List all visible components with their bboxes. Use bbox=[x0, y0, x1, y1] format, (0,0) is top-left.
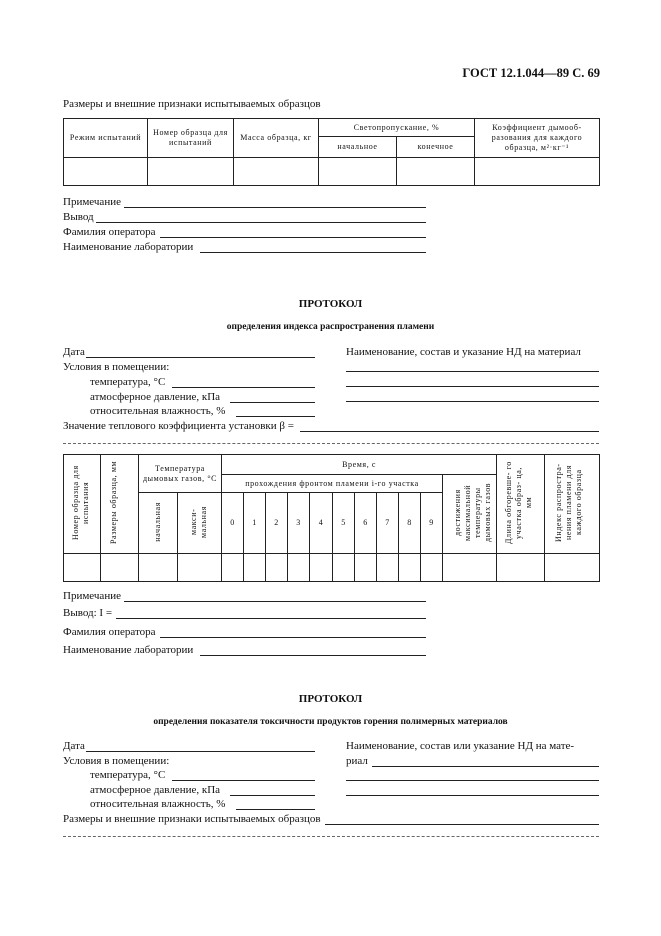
conclusion-field[interactable] bbox=[96, 222, 426, 223]
table-cell bbox=[64, 554, 101, 582]
separator-line bbox=[63, 443, 599, 444]
lab-label-2: Наименование лаборатории bbox=[63, 644, 194, 656]
sizes-label-3: Размеры и внешние признаки испытываемых образцов bbox=[63, 813, 321, 825]
table-cell bbox=[148, 158, 234, 186]
col-mode: Режим испытаний bbox=[64, 119, 148, 158]
table-cell bbox=[397, 158, 475, 186]
smoke-table bbox=[63, 118, 600, 186]
protocol-title: ПРОТОКОЛ bbox=[298, 298, 363, 310]
material-field-2[interactable] bbox=[346, 386, 599, 387]
temp-field[interactable] bbox=[172, 387, 315, 388]
col-final: конечное bbox=[397, 137, 475, 158]
table-cell bbox=[319, 158, 397, 186]
date-label-3: Дата bbox=[63, 740, 85, 752]
col-digit: 7 bbox=[377, 493, 399, 554]
col-sample: Номер образца для испытаний bbox=[148, 119, 234, 158]
col-length-label: Длина обгоревше- го участка образ- ца, мм bbox=[503, 461, 533, 544]
table-cell bbox=[545, 554, 600, 582]
table-cell bbox=[178, 554, 222, 582]
col-digit: 4 bbox=[310, 493, 333, 554]
table-cell bbox=[497, 554, 545, 582]
conclusion-field-2[interactable] bbox=[116, 618, 426, 619]
protocol-subtitle: определения индекса распространения пламени bbox=[226, 322, 435, 332]
col-reach bbox=[443, 475, 497, 554]
temp-label-3: температура, °С bbox=[90, 769, 166, 781]
table-cell bbox=[139, 554, 178, 582]
conditions-label-3: Условия в помещении: bbox=[63, 755, 170, 767]
col-temp: Температура дымовых газов, °С bbox=[139, 455, 222, 493]
table-cell bbox=[222, 554, 244, 582]
lab-field-2[interactable] bbox=[200, 655, 426, 656]
sizes-caption: Размеры и внешние признаки испытываемых образцов bbox=[63, 98, 321, 110]
coef-label: Значение теплового коэффициента установки β = bbox=[63, 420, 294, 432]
note-label-2: Примечание bbox=[63, 590, 121, 602]
table-cell bbox=[266, 554, 288, 582]
col-coef: Коэффициент дымооб- разования для каждого образца, м²·кг⁻¹ bbox=[475, 119, 600, 158]
date-field-3[interactable] bbox=[86, 751, 315, 752]
separator-line-3 bbox=[63, 836, 599, 837]
material-field-3b[interactable] bbox=[346, 780, 599, 781]
col-index bbox=[545, 455, 600, 554]
col-mass: Масса образца, кг bbox=[234, 119, 319, 158]
material-field-3[interactable] bbox=[346, 401, 599, 402]
operator-label-2: Фамилия оператора bbox=[63, 626, 156, 638]
col-time: Время, с bbox=[222, 455, 497, 475]
humidity-field-3[interactable] bbox=[236, 809, 315, 810]
date-field[interactable] bbox=[86, 357, 315, 358]
table-cell bbox=[234, 158, 319, 186]
col-max-temp-label: макси- мальная bbox=[188, 505, 208, 538]
temp-field-3[interactable] bbox=[172, 780, 315, 781]
col-digit: 9 bbox=[421, 493, 443, 554]
col-initial: начальное bbox=[319, 137, 397, 158]
humidity-label: относительная влажность, % bbox=[90, 405, 226, 417]
material-label: Наименование, состав и указание НД на материал bbox=[346, 346, 581, 358]
col-size-label: Размеры образца, мм bbox=[108, 460, 118, 545]
sizes-field-3[interactable] bbox=[325, 824, 599, 825]
page-header: ГОСТ 12.1.044—89 С. 69 bbox=[462, 66, 600, 80]
note-label: Примечание bbox=[63, 196, 121, 208]
material-field-1[interactable] bbox=[346, 371, 599, 372]
lab-label: Наименование лаборатории bbox=[63, 241, 194, 253]
conclusion-label-2: Вывод: I = bbox=[63, 607, 113, 619]
col-num bbox=[64, 455, 101, 554]
operator-field-2[interactable] bbox=[160, 637, 426, 638]
operator-field[interactable] bbox=[160, 237, 426, 238]
material-label-3: Наименование, состав или указание НД на мате- bbox=[346, 740, 575, 752]
col-digit: 3 bbox=[288, 493, 310, 554]
table-cell bbox=[101, 554, 139, 582]
col-pass: прохождения фронтом пламени i-го участка bbox=[222, 475, 443, 493]
table-cell bbox=[244, 554, 266, 582]
note-field[interactable] bbox=[124, 207, 426, 208]
col-digit: 2 bbox=[266, 493, 288, 554]
col-light: Светопропускание, % bbox=[319, 119, 475, 137]
pressure-field[interactable] bbox=[230, 402, 315, 403]
col-reach-label: достижения максимальной температуры дымовых газов bbox=[452, 482, 492, 543]
col-size bbox=[101, 455, 139, 554]
protocol-title-3: ПРОТОКОЛ bbox=[298, 693, 363, 705]
col-digit: 6 bbox=[355, 493, 377, 554]
coef-field[interactable] bbox=[300, 431, 599, 432]
operator-label: Фамилия оператора bbox=[63, 226, 156, 238]
table-cell bbox=[355, 554, 377, 582]
note-field-2[interactable] bbox=[124, 601, 426, 602]
table-cell bbox=[443, 554, 497, 582]
table-cell bbox=[475, 158, 600, 186]
pressure-field-3[interactable] bbox=[230, 795, 315, 796]
material-field-3c[interactable] bbox=[346, 795, 599, 796]
temp-label: температура, °С bbox=[90, 376, 166, 388]
col-max-temp bbox=[178, 493, 222, 554]
table-cell bbox=[310, 554, 333, 582]
pressure-label-3: атмосферное давление, кПа bbox=[90, 784, 221, 796]
table-cell bbox=[377, 554, 399, 582]
col-index-label: Индекс распростра- нения пламени для каждого образца bbox=[554, 463, 584, 542]
col-digit: 8 bbox=[399, 493, 421, 554]
flame-table bbox=[63, 454, 600, 582]
humidity-field[interactable] bbox=[236, 416, 315, 417]
col-digit: 5 bbox=[333, 493, 355, 554]
pressure-label: атмосферное давление, кПа bbox=[90, 391, 221, 403]
table-cell bbox=[64, 158, 148, 186]
conditions-label: Условия в помещении: bbox=[63, 361, 170, 373]
date-label: Дата bbox=[63, 346, 85, 358]
conclusion-label: Вывод bbox=[63, 211, 94, 223]
col-digit: 1 bbox=[244, 493, 266, 554]
col-initial-temp bbox=[139, 493, 178, 554]
table-cell bbox=[421, 554, 443, 582]
material-field-3a[interactable] bbox=[372, 766, 599, 767]
protocol-subtitle-3: определения показателя токсичности продуктов горения полимерных материалов bbox=[153, 717, 508, 727]
lab-field[interactable] bbox=[200, 252, 426, 253]
col-length bbox=[497, 455, 545, 554]
table-cell bbox=[399, 554, 421, 582]
table-cell bbox=[288, 554, 310, 582]
humidity-label-3: относительная влажность, % bbox=[90, 798, 226, 810]
material-label-3b: риал bbox=[346, 755, 368, 767]
col-num-label: Номер образца для испытания bbox=[71, 465, 90, 540]
col-initial-temp-label: начальная bbox=[153, 501, 162, 542]
table-cell bbox=[333, 554, 355, 582]
col-digit: 0 bbox=[222, 493, 244, 554]
